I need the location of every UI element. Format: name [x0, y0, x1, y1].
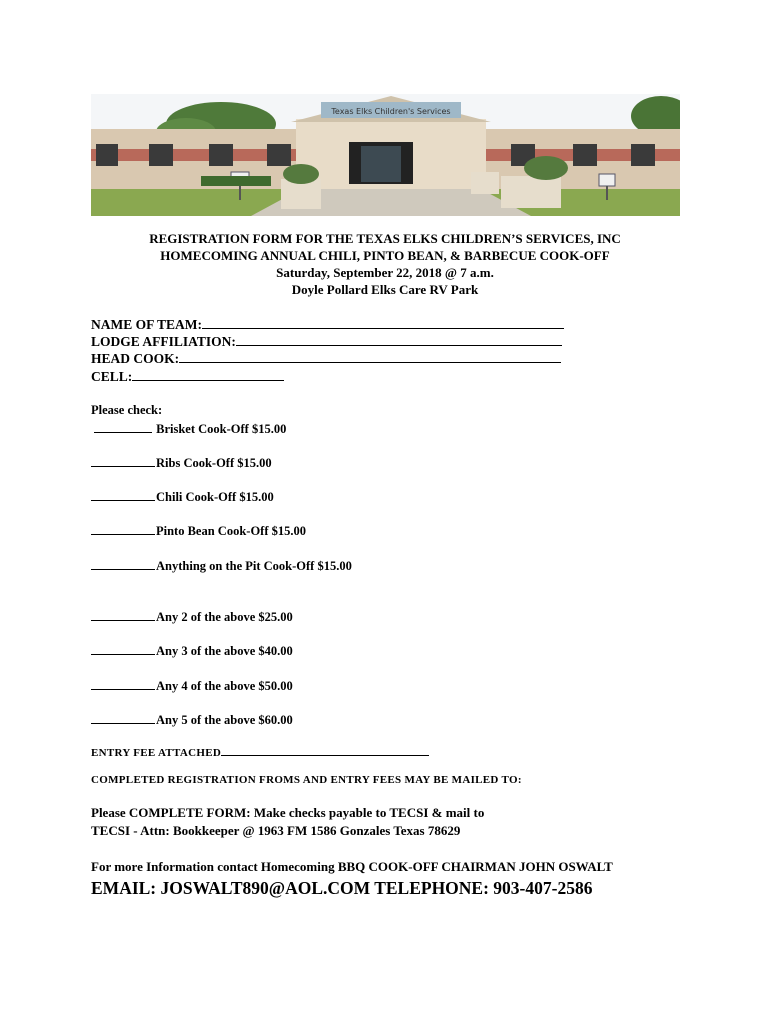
- option-chili[interactable]: [91, 489, 274, 505]
- entry-fee-attached[interactable]: [91, 745, 429, 759]
- checkbox-line[interactable]: [91, 678, 155, 690]
- lodge-affiliation-field[interactable]: [91, 333, 562, 350]
- checkbox-line[interactable]: [91, 643, 155, 655]
- option-brisket[interactable]: [94, 421, 286, 437]
- cell-field[interactable]: [91, 368, 284, 385]
- checkbox-line[interactable]: [91, 523, 155, 535]
- option-any-2[interactable]: [91, 609, 293, 625]
- event-location: Doyle Pollard Elks Care RV Park: [291, 282, 479, 297]
- option-label: Any 5 of the above $60.00: [156, 713, 293, 727]
- head-cook-field[interactable]: [91, 350, 561, 367]
- building-photo: [91, 94, 680, 216]
- option-label: Anything on the Pit Cook-Off $15.00: [156, 559, 352, 573]
- lodge-affiliation-label: LODGE AFFILIATION:: [91, 334, 236, 349]
- option-label: Any 2 of the above $25.00: [156, 610, 293, 624]
- email-telephone: EMAIL: JOSWALT890@AOL.COM TELEPHONE: 903-407-2586: [91, 878, 593, 898]
- checkbox-line[interactable]: [91, 455, 155, 467]
- option-label: Any 3 of the above $40.00: [156, 644, 293, 658]
- team-name-label: NAME OF TEAM:: [91, 317, 202, 332]
- checkbox-line[interactable]: [91, 489, 155, 501]
- team-name-field[interactable]: [91, 316, 564, 333]
- head-cook-blank[interactable]: [179, 350, 561, 363]
- checkbox-line[interactable]: [94, 421, 152, 433]
- mailing-instruction: COMPLETED REGISTRATION FROMS AND ENTRY FEES MAY BE MAILED TO:: [91, 774, 522, 786]
- building-sign-lettering: Texas Elks Children's Services: [331, 107, 451, 116]
- option-any-3[interactable]: [91, 643, 293, 659]
- option-label: Ribs Cook-Off $15.00: [156, 456, 272, 470]
- option-any-4[interactable]: [91, 678, 293, 694]
- contact-info: For more Information contact Homecoming BBQ COOK-OFF CHAIRMAN JOHN OSWALT: [91, 859, 613, 874]
- complete-form-instruction: Please COMPLETE FORM: Make checks payable to TECSI & mail to: [91, 805, 485, 820]
- option-pinto-bean[interactable]: [91, 523, 306, 539]
- entry-fee-blank[interactable]: [221, 745, 429, 756]
- form-title-line1: REGISTRATION FORM FOR THE TEXAS ELKS CHILDREN’S SERVICES, INC: [149, 231, 621, 246]
- mailing-address: TECSI - Attn: Bookkeeper @ 1963 FM 1586 Gonzales Texas 78629: [91, 823, 461, 838]
- option-label: Brisket Cook-Off $15.00: [156, 422, 287, 436]
- checkbox-line[interactable]: [91, 609, 155, 621]
- option-ribs[interactable]: [91, 455, 272, 471]
- cell-label: CELL:: [91, 369, 133, 384]
- option-label: Chili Cook-Off $15.00: [156, 490, 274, 504]
- head-cook-label: HEAD COOK:: [91, 351, 180, 366]
- option-label: Any 4 of the above $50.00: [156, 679, 293, 693]
- team-name-blank[interactable]: [202, 316, 564, 329]
- option-anything-on-pit[interactable]: [91, 558, 352, 574]
- option-label: Pinto Bean Cook-Off $15.00: [156, 524, 306, 538]
- event-date: Saturday, September 22, 2018 @ 7 a.m.: [276, 265, 494, 280]
- form-title-line2: HOMECOMING ANNUAL CHILI, PINTO BEAN, & BARBECUE COOK-OFF: [160, 248, 610, 263]
- checkbox-line[interactable]: [91, 558, 155, 570]
- option-any-5[interactable]: [91, 712, 293, 728]
- checkbox-line[interactable]: [91, 712, 155, 724]
- please-check-label: Please check:: [91, 403, 163, 417]
- cell-blank[interactable]: [132, 368, 284, 381]
- entry-fee-label: ENTRY FEE ATTACHED: [91, 747, 222, 759]
- lodge-affiliation-blank[interactable]: [236, 333, 562, 346]
